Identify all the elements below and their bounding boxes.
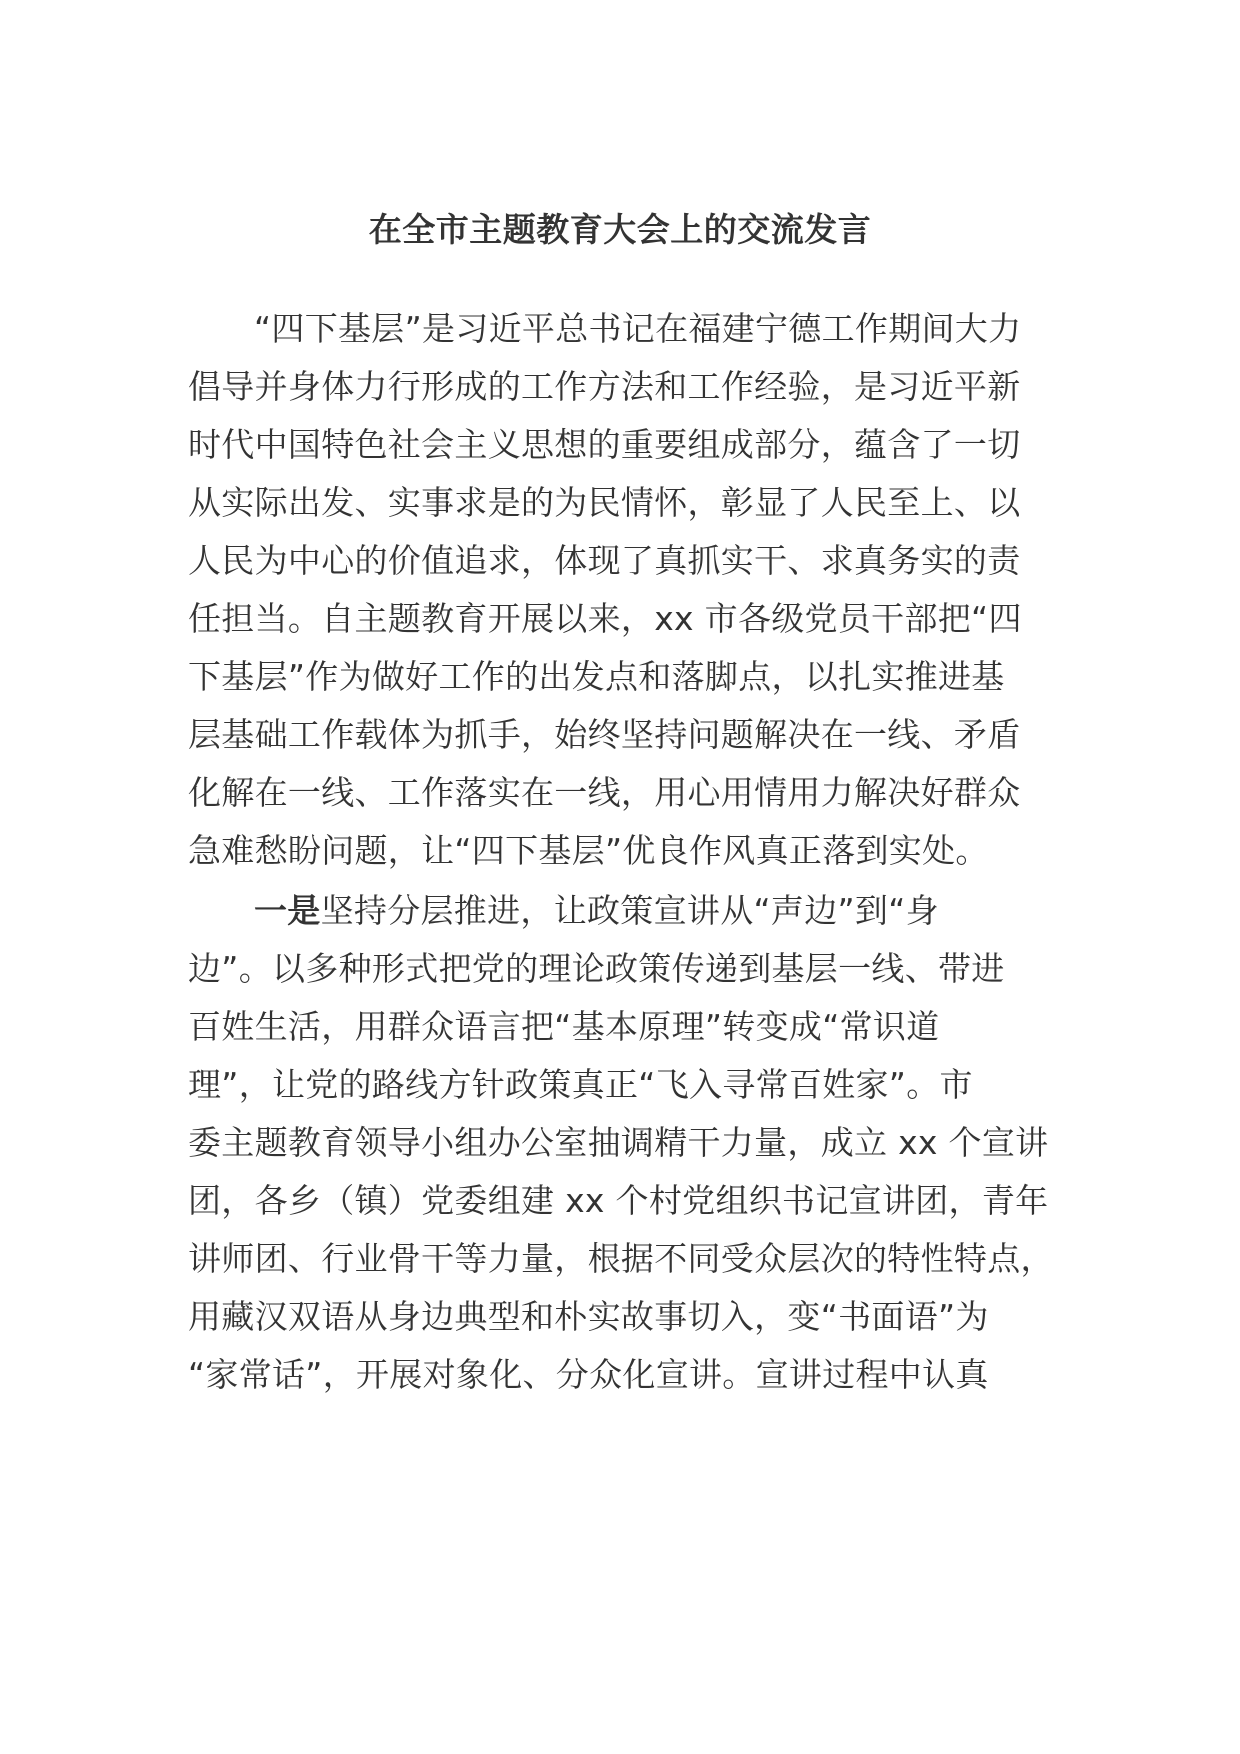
paragraph-line: 团，各乡（镇）党委组建 xx 个村党组织书记宣讲团，青年: [188, 1181, 1049, 1220]
paragraph-first-line: [254, 888, 939, 934]
paragraph-line: 委主题教育领导小组办公室抽调精干力量，成立 xx 个宣讲: [188, 1123, 1049, 1162]
paragraph-line: 从实际出发、实事求是的为民情怀，彰显了人民至上、以: [188, 483, 1021, 522]
paragraph-line: 边”。以多种形式把党的理论政策传递到基层一线、带进: [188, 949, 1005, 988]
paragraph-line-text: 坚持分层推进，让政策宣讲从“声边”到“身: [320, 891, 939, 930]
paragraph-line: 人民为中心的价值追求，体现了真抓实干、求真务实的责: [188, 541, 1021, 580]
document-title: 在全市主题教育大会上的交流发言: [368, 210, 872, 249]
paragraph-line: 理”，让党的路线方针政策真正“飞入寻常百姓家”。市: [188, 1065, 973, 1104]
paragraph-line: 百姓生活，用群众语言把“基本原理”转变成“常识道: [188, 1007, 940, 1046]
paragraph-line: 用藏汉双语从身边典型和朴实故事切入，变“书面语”为: [188, 1297, 989, 1336]
paragraph-lead-label: 一是: [254, 891, 321, 930]
paragraph-line: 化解在一线、工作落实在一线，用心用情用力解决好群众: [188, 773, 1021, 812]
paragraph-line: 任担当。自主题教育开展以来，xx 市各级党员干部把“四: [188, 599, 1022, 638]
paragraph-line: 急难愁盼问题，让“四下基层”优良作风真正落到实处。: [188, 831, 989, 870]
paragraph-line: 倡导并身体力行形成的工作方法和工作经验，是习近平新: [188, 367, 1021, 406]
paragraph-line: “四下基层”是习近平总书记在福建宁德工作期间大力: [254, 309, 1022, 348]
paragraph-line: 讲师团、行业骨干等力量，根据不同受众层次的特性特点，: [188, 1239, 1054, 1278]
paragraph-line: 下基层”作为做好工作的出发点和落脚点，以扎实推进基: [188, 657, 1005, 696]
paragraph-line: “家常话”，开展对象化、分众化宣讲。宣讲过程中认真: [188, 1355, 989, 1394]
paragraph-line: 时代中国特色社会主义思想的重要组成部分，蕴含了一切: [188, 425, 1021, 464]
paragraph-line: 层基础工作载体为抓手，始终坚持问题解决在一线、矛盾: [188, 715, 1021, 754]
